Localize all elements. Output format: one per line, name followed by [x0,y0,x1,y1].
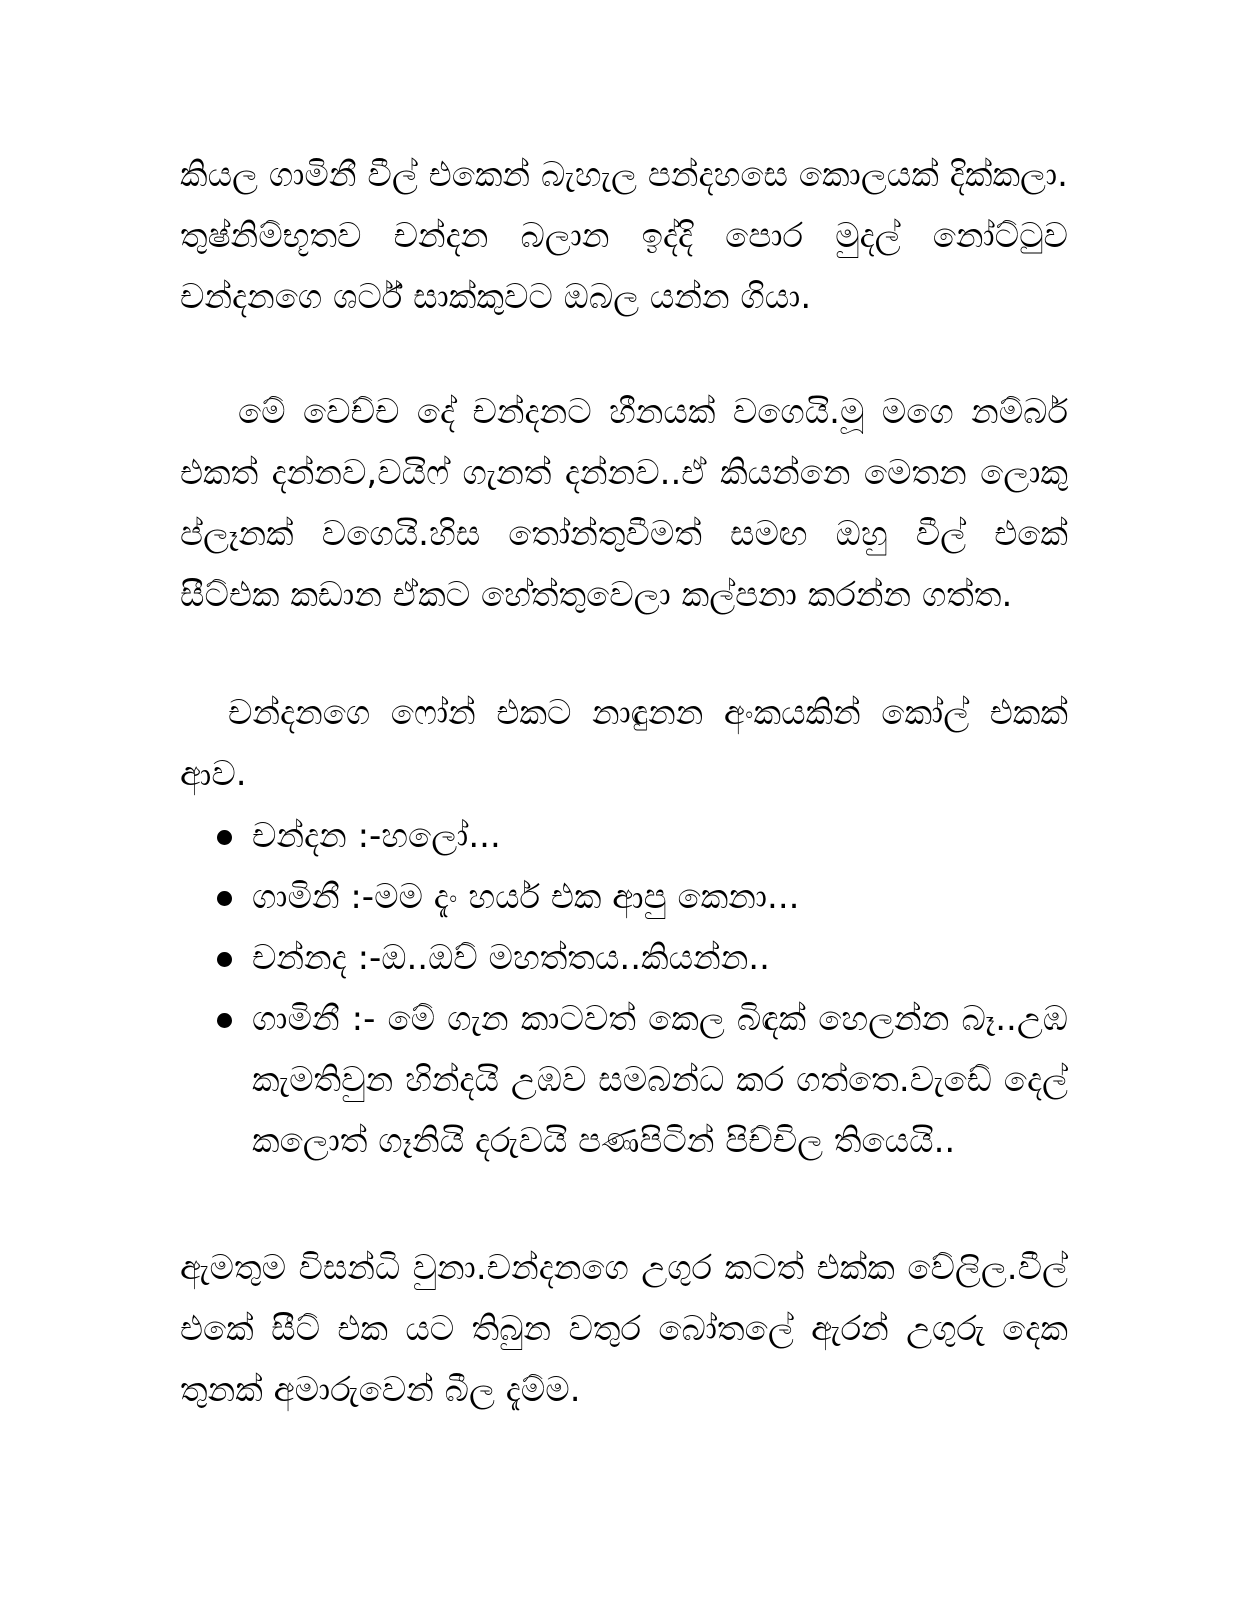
bullet-icon [217,952,232,967]
bullet-icon [217,891,232,906]
dialogue-item [180,806,1068,867]
paragraph-1: කියල ගාමිනී වීල් එකෙන් බැහැල පන්දහසෙ කොලයක් දික්කලා. තුෂ්නිම්භූතව චන්දන බලාන ඉද්දි පොර මුදල් නෝට්ටුව චන්දනගෙ ශර්ට් සාක්කුවට ඔබල යන්න ගියා. [180,155,1068,317]
paragraph-2: මේ වෙච්ච දේ චන්දනට හීනයක් වගෙයි.මූ මගෙ නම්බර් එකත් දන්නව,වයිෆ් ගැනත් දන්නව..ඒ කියන්නෙ මෙතන ලොකු ප්ලෑනක් වගෙයි.හිස තෝන්තුවීමත් සමඟ ඔහු වීල් එකේ සීට්එක කඩාන ඒකට හේත්තුවෙලා කල්පනා කරන්න ගත්ත. [180,392,1068,615]
paragraph-4: ඇමතුම විසන්ධි වුනා.චන්දනගෙ උගුර කටත් එක්ක වේලිල.වීල් එකේ සීට් එක යට තිබුන වතුර බෝතලේ ඇරන් උගුරු දෙක තුනක් අමාරුවෙන් බීල දැම්ම. [180,1248,1068,1410]
dialogue-item [180,928,1068,989]
dialogue-list [180,806,1068,1172]
dialogue-item [180,989,1068,1172]
dialogue-text: චන්නද :-ඔ..ඔව් මහත්තය..කියන්න.. [252,938,770,978]
dialogue-text: චන්දන :-හලෝ... [252,816,501,856]
dialogue-text: ගාමිනී :- මේ ගැන කාටවත් කෙල බිඳක් හෙලන්න බෑ..උඹ කැමතිවුන හින්දයි උඹව සමබන්ධ කර ගත්තෙ.වැඩේ දෙල් කලොත් ගෑනියි දරුවයි පණපිටින් පිච්චිල තියෙයි.. [252,999,1068,1161]
dialogue-text: ගාමිනී :-මම දැං හයර් එක ආපු කෙනා... [252,877,800,917]
dialogue-item [180,867,1068,928]
bullet-icon [217,1013,232,1028]
paragraph-3: චන්දනගෙ ෆෝන් එකට නාඳුනන අංකයකින් කෝල් එකක් ආව. [180,693,1068,794]
bullet-icon [217,830,232,845]
